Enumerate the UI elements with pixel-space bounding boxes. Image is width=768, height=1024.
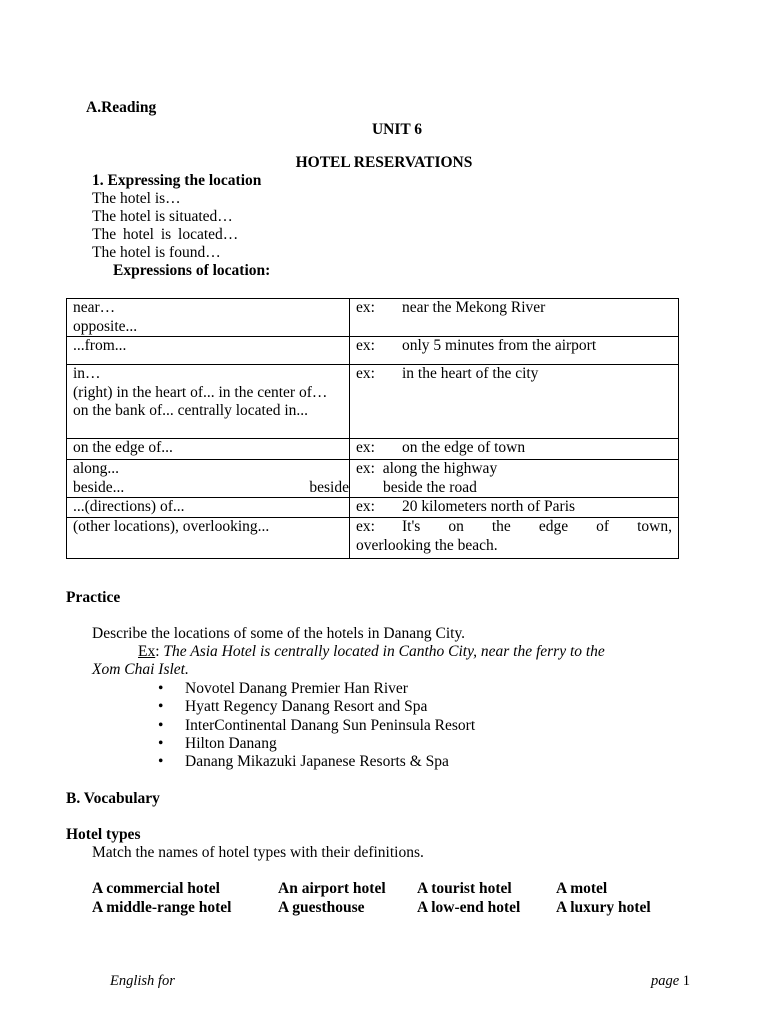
list-item [158, 717, 475, 735]
example-text: near the Mekong River [402, 299, 546, 316]
location-expressions-table [66, 298, 679, 559]
table-row [67, 365, 679, 439]
list-item [158, 680, 475, 698]
hotel-types-row [92, 880, 651, 899]
location-phrase: The hotel is found… [92, 244, 221, 261]
unit-title: HOTEL RESERVATIONS [295, 154, 473, 171]
practice-heading: Practice [66, 589, 121, 606]
table-row [67, 439, 679, 460]
section-a-heading [86, 99, 156, 117]
expression-cell [67, 365, 350, 439]
example-text: 20 kilometers north of Paris [402, 498, 576, 515]
hotel-type: A middle-range hotel [92, 898, 232, 916]
example-text: beside the road [383, 478, 477, 496]
list-item [158, 753, 475, 771]
expression-cell [67, 518, 350, 559]
example-sentence-continued: Xom Chai Islet. [92, 661, 189, 678]
example-text: in the heart of the city [402, 365, 539, 382]
hotel-name: InterContinental Danang Sun Peninsula Resort [185, 716, 476, 734]
expression-text: along... [73, 460, 120, 477]
hotel-type: A low-end hotel [417, 898, 521, 916]
hotel-name: Danang Mikazuki Japanese Resorts & Spa [185, 753, 449, 771]
example-label: Ex [138, 643, 156, 660]
ex-label: ex: [356, 460, 375, 477]
expression-text: beside [309, 478, 349, 496]
expression-cell [67, 299, 350, 337]
example-text: overlooking the beach. [356, 536, 498, 554]
bullet-icon: • [158, 716, 164, 734]
expression-cell [67, 460, 350, 498]
expression-text: (other locations), overlooking... [73, 518, 270, 535]
list-item [158, 735, 475, 753]
ex-label: ex: [356, 365, 375, 382]
unit-number: UNIT 6 [371, 121, 423, 138]
hotel-name: Hyatt Regency Danang Resort and Spa [185, 698, 428, 716]
ex-label: ex: [356, 299, 375, 316]
expression-text: in… [73, 365, 101, 382]
table-row [67, 498, 679, 518]
table-row [67, 299, 679, 337]
expression-text: on the bank of... centrally located in... [73, 402, 309, 419]
hotel-list [158, 680, 475, 771]
example-cell [350, 365, 679, 439]
expression-text: ...from... [73, 337, 127, 354]
location-phrase: The hotel is situated… [92, 208, 233, 225]
example-cell [350, 439, 679, 460]
table-row [67, 337, 679, 365]
hotel-name: Novotel Danang Premier Han River [185, 680, 408, 697]
section-b-heading: B. Vocabulary [66, 790, 160, 807]
example-cell [350, 460, 679, 498]
page-number-value: 1 [682, 973, 690, 989]
hotel-type: A tourist hotel [417, 880, 512, 897]
example-cell [350, 518, 679, 559]
table-row [67, 460, 679, 498]
expression-cell [67, 498, 350, 518]
ex-label: ex: [356, 498, 375, 515]
hotel-type: An airport hotel [278, 880, 386, 897]
example-text: only 5 minutes from the airport [402, 337, 597, 354]
footer-left: English for [110, 973, 175, 989]
practice-example: Ex: The Asia Hotel is centrally located in Cantho City, near the ferry to the [138, 643, 605, 660]
list-item [158, 698, 475, 716]
expression-text: ...(directions) of... [73, 498, 185, 515]
example-text: along the highway [382, 460, 498, 477]
location-phrase: The hotel is… [92, 190, 181, 207]
hotel-types-row [92, 899, 651, 918]
bullet-icon: • [158, 753, 164, 771]
practice-instruction: Describe the locations of some of the hotels in Danang City. [92, 625, 466, 642]
section-a-title: Reading [101, 99, 157, 116]
hotel-types-grid [92, 880, 651, 917]
bullet-icon: • [158, 698, 164, 716]
table-row [67, 518, 679, 559]
example-cell [350, 299, 679, 337]
hotel-name: Hilton Danang [185, 734, 277, 752]
subsection-heading: 1. Expressing the location [92, 172, 262, 189]
hotel-types-instruction: Match the names of hotel types with their definitions. [92, 844, 424, 861]
ex-label: ex: [356, 439, 375, 456]
example-text: on the edge of town [402, 439, 526, 456]
ex-label: ex: [356, 518, 375, 535]
expression-cell [67, 439, 350, 460]
hotel-type: A luxury hotel [556, 898, 651, 916]
hotel-type: A motel [556, 880, 608, 897]
expression-text: beside... [73, 478, 125, 496]
bullet-icon: • [158, 680, 164, 697]
page-label: page [650, 973, 680, 989]
expression-text: opposite... [73, 317, 138, 335]
hotel-type: A commercial hotel [92, 880, 220, 897]
expressions-heading: Expressions of location: [113, 262, 271, 279]
example-text: It's on the edge of town, [402, 518, 672, 535]
hotel-types-heading: Hotel types [66, 826, 141, 843]
location-phrase: The hotel is located… [92, 226, 239, 243]
expression-text: on the edge of... [73, 439, 173, 456]
hotel-type: A guesthouse [278, 898, 365, 916]
example-cell [350, 498, 679, 518]
expression-text: near… [73, 299, 116, 316]
page-number [651, 972, 690, 990]
expression-cell [67, 337, 350, 365]
section-a-number: A. [86, 99, 102, 116]
ex-label: ex: [356, 337, 375, 354]
example-cell [350, 337, 679, 365]
expression-text: (right) in the heart of... in the center of… [73, 383, 328, 401]
example-sentence: The Asia Hotel is centrally located in Cantho City, near the ferry to the [163, 643, 605, 660]
bullet-icon: • [158, 734, 164, 752]
